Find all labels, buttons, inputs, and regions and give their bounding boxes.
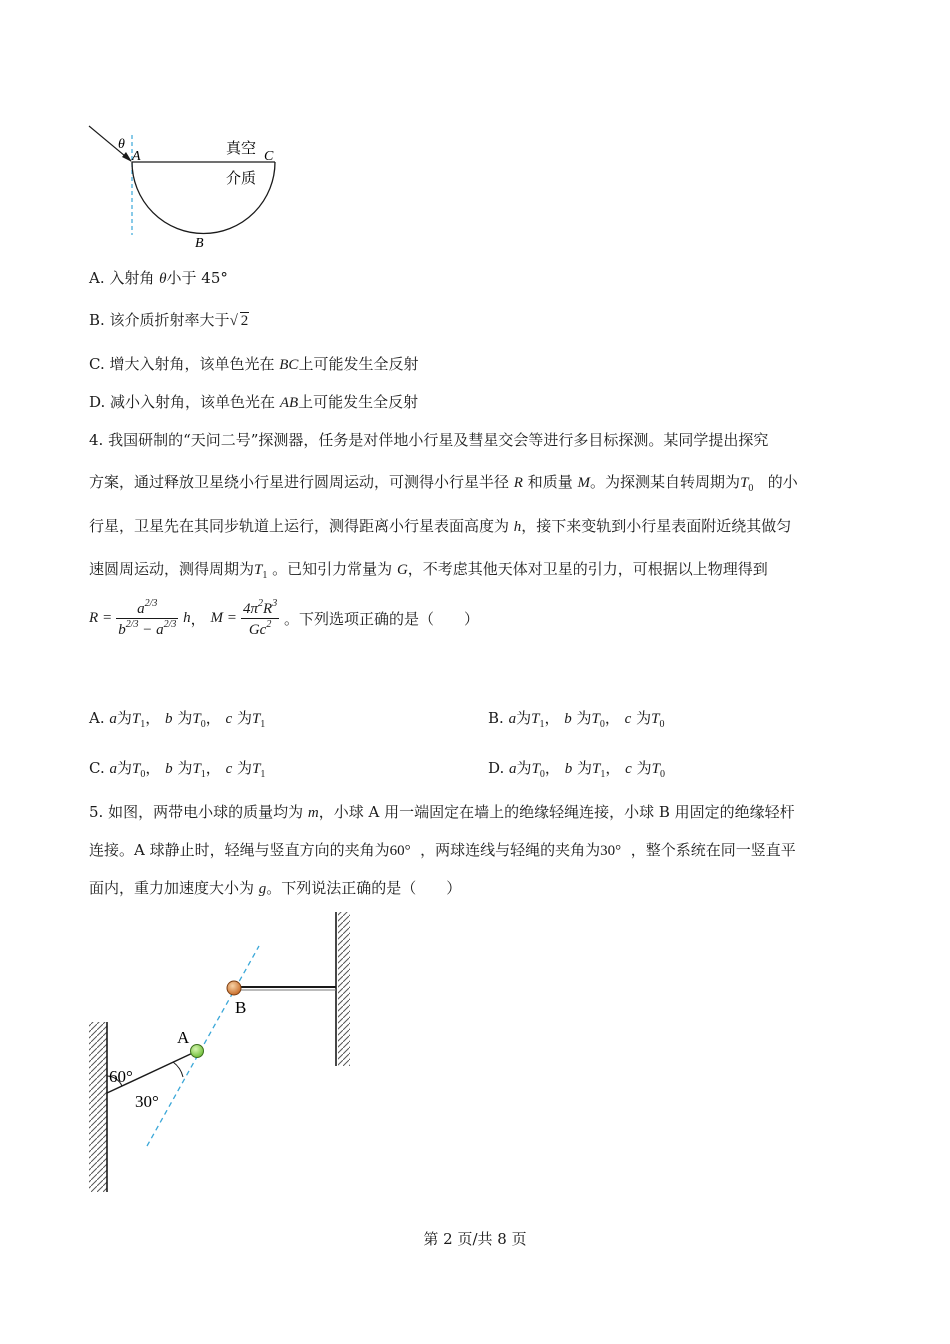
semicircle-figure bbox=[80, 115, 300, 255]
ab-dashed-line bbox=[147, 946, 259, 1146]
q5-line-1: 5. 如图，两带电小球的质量均为 m，小球 A 用一端固定在墙上的绝缘轻绳连接，小球 B 用固定的绝缘轻杆 bbox=[89, 803, 795, 821]
ball-a bbox=[191, 1045, 204, 1058]
point-a-label: A bbox=[132, 149, 141, 164]
q3-option-a: A. 入射角 θ小于 45° bbox=[89, 269, 228, 287]
point-c-label: C bbox=[264, 149, 274, 164]
angle-arc-30 bbox=[173, 1062, 183, 1077]
q3-option-d: D. 减小入射角，该单色光在 AB上可能发生全反射 bbox=[89, 393, 419, 411]
ray-arrow bbox=[122, 152, 132, 162]
right-wall-hatch bbox=[338, 912, 350, 1066]
q4-line-1: 4. 我国研制的“天问二号”探测器，任务是对伴地小行星及彗星交会等进行多目标探测。某同学提出探究 bbox=[89, 431, 769, 449]
point-b-label: B bbox=[195, 236, 204, 251]
r-fraction: $\frac{a^{2/3}}{b^{2/3} - a^{2/3}}$ bbox=[118, 598, 177, 638]
q4-line-4: 速圆周运动，测得周期为$T_1$ 。已知引力常量为 G，不考虑其他天体对卫星的引力，可根据以上物理得到 bbox=[89, 560, 768, 581]
m-fraction: $\frac{4\pi^2R^3}{Gc^2}$ bbox=[243, 598, 278, 638]
page-footer: 第 2 页/共 8 页 bbox=[423, 1230, 527, 1248]
vacuum-label: 真空 bbox=[226, 139, 257, 157]
theta-label: θ bbox=[118, 137, 125, 152]
q3-option-c: C. 增大入射角，该单色光在 BC上可能发生全反射 bbox=[89, 355, 419, 373]
q3-option-b: B. 该介质折射率大于√ 2 bbox=[89, 311, 249, 329]
q4-line-3: 行星，卫星先在其同步轨道上运行，测得距离小行星表面高度为 h，接下来变轨到小行星表面附近绕其做匀 bbox=[89, 517, 792, 535]
q5-line-3: 面内，重力加速度大小为 g。下列说法正确的是（ ） bbox=[89, 879, 462, 897]
q4-formula: R = $\frac{a^{2/3}}{b^{2/3} - a^{2/3}}$ h， M = $\frac{4\pi^2R^3}{Gc^2}$ 。下列选项正确的是（ ） bbox=[89, 598, 479, 638]
ball-b-label: B bbox=[235, 998, 247, 1017]
medium-label: 介质 bbox=[226, 169, 257, 187]
sqrt-two: 2 bbox=[240, 313, 249, 329]
ball-a-label: A bbox=[177, 1028, 190, 1047]
q4-option-d: D. a为$T_0$， b 为$T_1$， c 为$T_0$ bbox=[488, 759, 665, 780]
angle-30-label: 30° bbox=[135, 1092, 159, 1111]
q4-option-c: C. a为$T_0$， b 为$T_1$， c 为$T_1$ bbox=[89, 759, 266, 780]
q4-option-b: B. a为$T_1$， b 为$T_0$， c 为$T_0$ bbox=[488, 709, 665, 730]
q4-line-2: 方案，通过释放卫星绕小行星进行圆周运动，可测得小行星半径 R 和质量 M。为探测某自转周期为$T_0$ 的小 bbox=[89, 473, 798, 494]
ball-b bbox=[227, 981, 241, 995]
q5-line-2: 连接。A 球静止时，轻绳与竖直方向的夹角为60° ，两球连线与轻绳的夹角为30° ，整个系统在同一竖直平 bbox=[89, 841, 796, 859]
left-wall-hatch bbox=[89, 1022, 107, 1192]
q4-option-a: A. a为$T_1$， b 为$T_0$， c 为$T_1$ bbox=[89, 709, 266, 730]
angle-60-label: 60° bbox=[109, 1067, 133, 1086]
charged-balls-figure bbox=[85, 910, 365, 1200]
